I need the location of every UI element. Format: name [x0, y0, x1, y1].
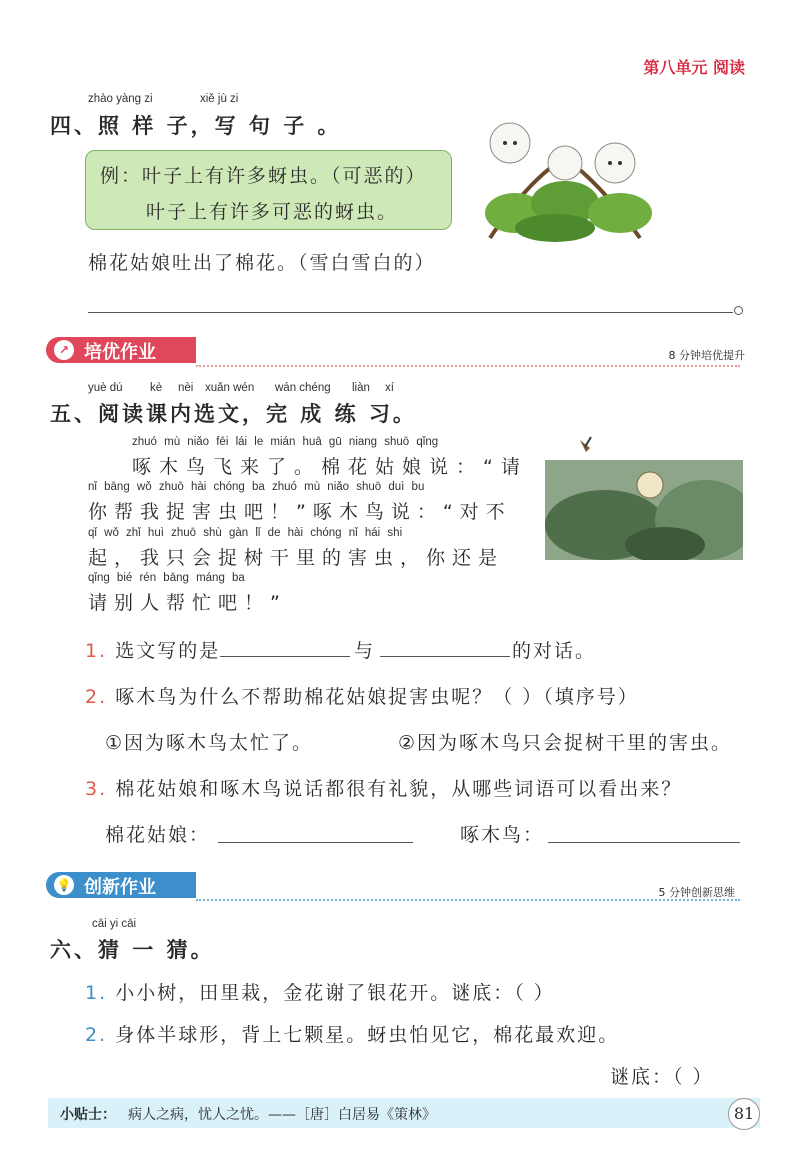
passage-pinyin: qǐ wǒ zhǐ huì zhuō shù gàn lǐ de hài chóng nǐ hái shi [88, 527, 403, 539]
riddle-2-answer: 谜底：（ ） [610, 1066, 714, 1088]
question-number: 1. [85, 640, 108, 662]
q2-option-1: ①因为啄木鸟太忙了。 [105, 732, 314, 754]
q3-label-b: 啄木鸟： [460, 824, 545, 846]
example-box [85, 150, 452, 230]
answer-line[interactable] [88, 312, 733, 313]
passage-line: 起，我只会捉树干里的害虫，你还是 [88, 547, 505, 569]
pinyin: liàn [352, 382, 370, 394]
banner-label: 创新作业 [84, 877, 156, 898]
q3-label-a: 棉花姑娘： [105, 824, 211, 846]
q1-part-c: 的对话。 [512, 640, 597, 662]
passage-line: 啄木鸟飞来了。棉花姑娘说：“请 [132, 456, 528, 478]
pinyin: wán chéng [275, 382, 331, 394]
question-number: 2. [85, 686, 108, 708]
banner-label: 培优作业 [84, 342, 156, 363]
q1-part-a: 选文写的是 [115, 640, 221, 662]
passage-line: 你帮我捉害虫吧！”啄木鸟说：“对不 [88, 501, 512, 523]
question-3 [85, 774, 682, 801]
q3-blank-a[interactable] [218, 842, 413, 843]
q3-blank-b[interactable] [548, 842, 740, 843]
q1-blank-2[interactable] [380, 656, 510, 657]
section-6-title: 六、猜 一 猜。 [50, 938, 215, 962]
pinyin: xiě jù zi [200, 93, 239, 105]
example-line-2: 叶子上有许多可恶的蚜虫。 [146, 201, 399, 223]
pinyin: xuǎn wén [205, 382, 255, 394]
dotted-divider [196, 365, 740, 367]
example-line-1: 例：叶子上有许多蚜虫。（可恶的） [100, 165, 427, 187]
tip-text: 病人之病，忧人之忧。——［唐］白居易《策林》 [128, 1107, 436, 1123]
passage-line: 请别人帮忙吧！” [88, 592, 287, 614]
passage-pinyin: zhuó mù niǎo fēi lái le mián huā gū niang shuō qǐng [132, 436, 439, 448]
section-5-title: 五、阅读课内选文，完 成 练 习。 [50, 402, 417, 426]
pinyin: cāi yi cāi [92, 918, 137, 930]
question-1 [85, 636, 220, 663]
riddle-text: 身体半球形，背上七颗星。蚜虫怕见它，棉花最欢迎。 [115, 1024, 620, 1046]
banner-time: 5 分钟创新思维 [658, 886, 735, 899]
riddle-number: 1. [85, 982, 108, 1004]
question-2 [85, 682, 639, 709]
q2-option-2: ②因为啄木鸟只会捉树干里的害虫。 [398, 732, 733, 754]
line-end-circle [734, 306, 743, 315]
tip-label: 小贴士： [60, 1107, 116, 1123]
q1-part-b: 与 [354, 640, 376, 662]
pinyin: xí [385, 382, 394, 394]
riddle-2 [85, 1020, 619, 1047]
unit-header: 第八单元 阅读 [643, 58, 745, 77]
q1-blank-1[interactable] [220, 656, 350, 657]
pinyin: yuè dú [88, 382, 123, 394]
cotton-plant-illustration [470, 118, 660, 248]
banner-advanced [46, 337, 196, 363]
q3-text: 棉花姑娘和啄木鸟说话都很有礼貌，从哪些词语可以看出来？ [115, 778, 683, 800]
pinyin: zhào yàng zi [88, 93, 153, 105]
rewrite-prompt: 棉花姑娘吐出了棉花。（雪白雪白的） [88, 252, 436, 274]
woodpecker-illustration [545, 425, 743, 560]
riddle-1 [85, 978, 555, 1005]
banner-time: 8 分钟培优提升 [668, 349, 745, 362]
riddle-number: 2. [85, 1024, 108, 1046]
tip-bar [48, 1098, 760, 1128]
banner-creative [46, 872, 196, 898]
section-4-title: 四、照 样 子，写 句 子 。 [50, 114, 342, 138]
chart-icon: ↗ [54, 340, 74, 360]
passage-pinyin: qǐng bié rén bāng máng ba [88, 572, 245, 584]
riddle-text: 小小树，田里栽，金花谢了银花开。谜底：（ ） [115, 982, 555, 1004]
pinyin: kè [150, 382, 163, 394]
question-number: 3. [85, 778, 108, 800]
pinyin: nèi [178, 382, 194, 394]
q2-text: 啄木鸟为什么不帮助棉花姑娘捉害虫呢？（ ）（填序号） [115, 686, 639, 708]
page-number: 81 [728, 1098, 760, 1130]
passage-pinyin: nǐ bāng wǒ zhuō hài chóng ba zhuó mù niǎo shuō duì bu [88, 481, 425, 493]
lightbulb-icon: 💡 [54, 875, 74, 895]
